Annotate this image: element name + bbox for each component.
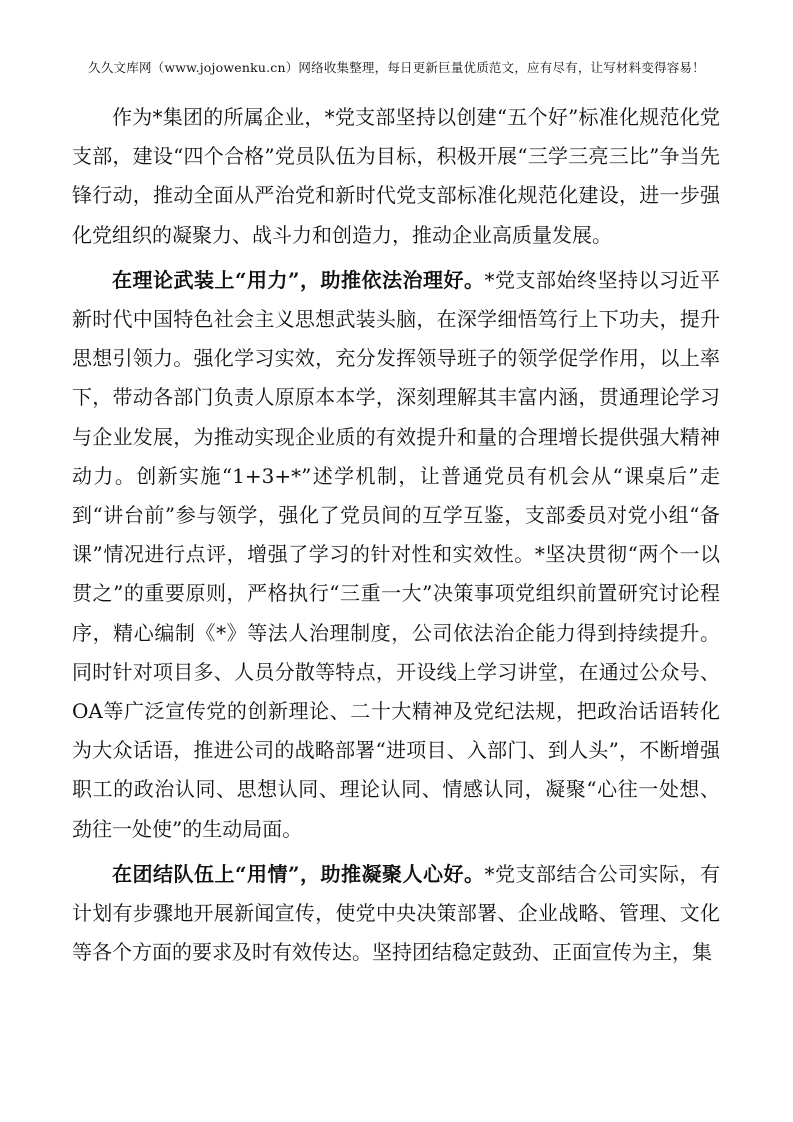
paragraph-theory [72, 261, 720, 849]
paragraph-text: *党支部始终坚持以习近平新时代中国特色社会主义思想武装头脑，在深学细悟笃行上下功夫，提升思想引领力。强化学习实效，充分发挥领导班子的领学促学作用，以上率下，带动各部门负责人原原本本学，深刻理解其丰富内涵，贯通理论学习与企业发展，为推动实现企业质的有效提升和量的合理增长提供强大精神动力。创新实施“1+3+*”述学机制，让普通党员有机会从“课桌后”走到“讲台前”参与领学，强化了党员间的互学互鉴，支部委员对党小组“备课”情况进行点评，增强了学习的针对性和实效性。*坚决贯彻“两个一以贯之”的重要原则，严格执行“三重一大”决策事项党组织前置研究讨论程序，精心编制《*》等法人治理制度，公司依法治企能力得到持续提升。同时针对项目多、人员分散等特点，开设线上学习讲堂，在通过公众号、OA等广泛宣传党的创新理论、二十大精神及党纪法规，把政治话语转化为大众话语，推进公司的战略部署“进项目、入部门、到人头”，不断增强职工的政治认同、思想认同、理论认同、情感认同，凝聚“心往一处想、劲往一处使”的生动局面。 [72, 267, 720, 841]
paragraph-intro [72, 98, 720, 255]
document-body [72, 98, 720, 972]
paragraph-unity [72, 855, 720, 973]
paragraph-text: *党支部结合公司实际，有计划有步骤地开展新闻宣传，使党中央决策部署、企业战略、管理、文化等各个方面的要求及时有效传达。坚持团结稳定鼓劲、正面宣传为主，集 [72, 861, 720, 965]
page-header: 久久文库网（www.jojowenku.cn）网络收集整理，每日更新巨量优质范文，应有尽有，让写材料变得容易！ [88, 60, 705, 75]
paragraph-text: 作为*集团的所属企业，*党支部坚持以创建“五个好”标准化规范化党支部，建设“四个合格”党员队伍为目标，积极开展“三学三亮三比”争当先锋行动，推动全面从严治党和新时代党支部标准化规范化建设，进一步强化党组织的凝聚力、战斗力和创造力，推动企业高质量发展。 [72, 105, 720, 247]
paragraph-lead: 在团结队伍上“用情”，助推凝聚人心好。 [112, 861, 485, 886]
paragraph-lead: 在理论武装上“用力”，助推依法治理好。 [112, 267, 485, 292]
